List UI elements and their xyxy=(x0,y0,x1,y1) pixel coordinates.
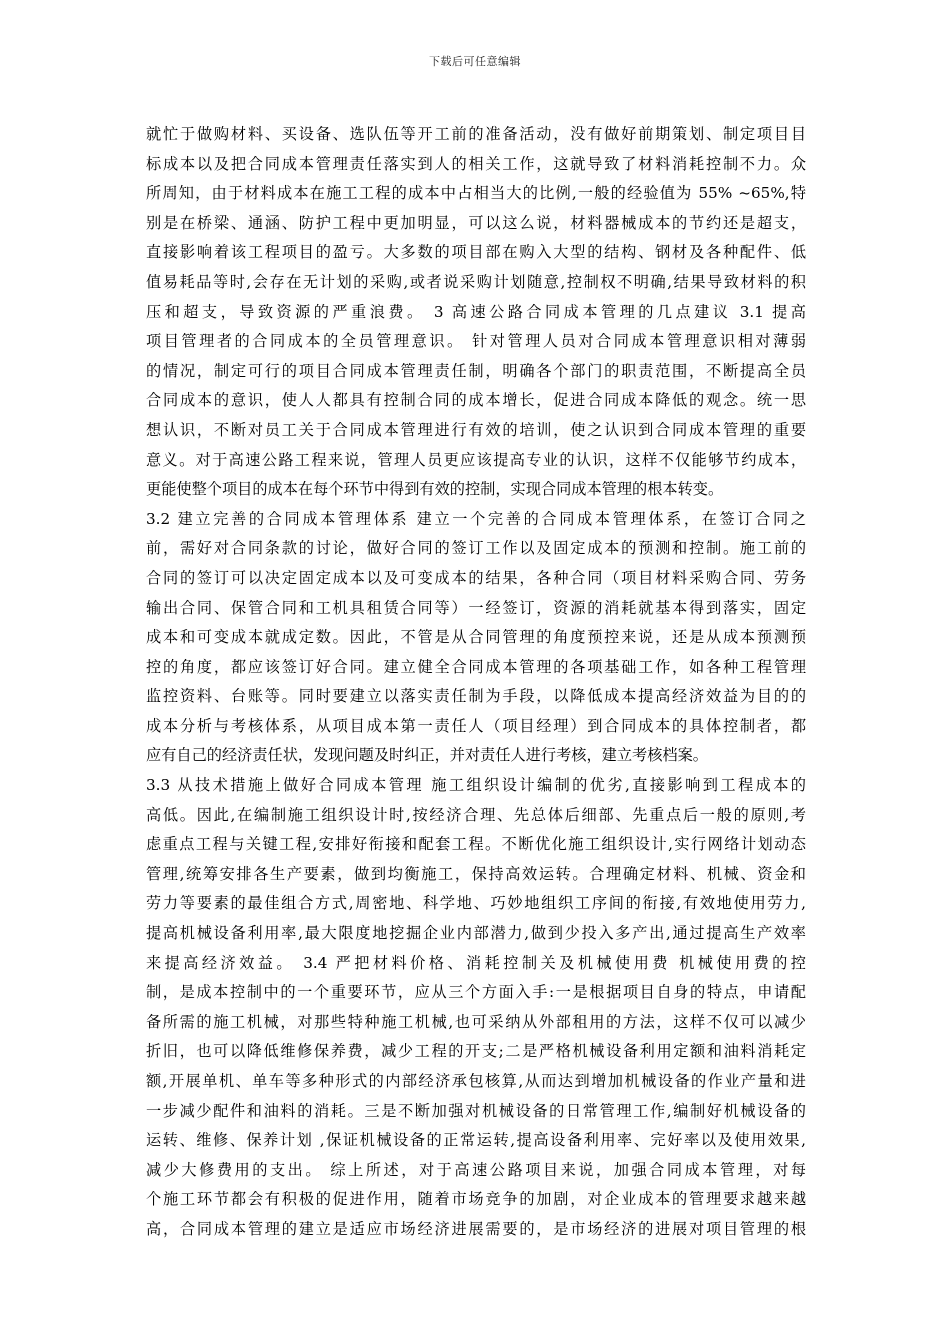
body-line: 成本和可变成本就成定数。因此，不管是从合同管理的角度预控来说，还是从成本预测预 xyxy=(146,628,806,647)
body-line: 更能使整个项目的成本在每个环节中得到有效的控制，实现合同成本管理的根本转变。 xyxy=(146,480,724,499)
body-line: 前，需好对合同条款的讨论，做好合同的签订工作以及固定成本的预测和控制。施工前的 xyxy=(146,539,806,558)
body-line: 额,开展单机、单车等多种形式的内部经济承包核算,从而达到增加机械设备的作业产量和进 xyxy=(146,1072,806,1090)
body-line: 成本分析与考核体系，从项目成本第一责任人（项目经理）到合同成本的具体控制者，都 xyxy=(146,716,806,735)
body-line: 备所需的施工机械，对那些特种施工机械,也可采纳从外部租用的方法，这样不仅可以减少 xyxy=(146,1012,806,1031)
body-line: 所周知，由于材料成本在施工工程的成本中占相当大的比例,一般的经验值为 55% ~65%,特 xyxy=(146,184,806,203)
body-line: 劳力等要素的最佳组合方式,周密地、科学地、巧妙地组织工序间的衔接,有效地使用劳力, xyxy=(146,894,806,913)
body-line: 直接影响着该工程项目的盈亏。大多数的项目部在购入大型的结构、钢材及各种配件、低 xyxy=(146,243,806,262)
body-line: 管理,统筹安排各生产要素，做到均衡施工，保持高效运转。合理确定材料、机械、资金和 xyxy=(146,864,806,883)
body-line: 一步减少配件和油料的消耗。三是不断加强对机械设备的日常管理工作,编制好机械设备的 xyxy=(146,1101,806,1120)
body-line: 合同的签订可以决定固定成本以及可变成本的结果，各种合同（项目材料采购合同、劳务 xyxy=(146,568,806,587)
body-line: 别是在桥梁、通涵、防护工程中更加明显，可以这么说，材料器械成本的节约还是超支， xyxy=(146,213,806,232)
body-line: 制，是成本控制中的一个重要环节，应从三个方面入手:一是根据项目自身的特点，申请配 xyxy=(146,983,806,1002)
body-line: 意义。对于高速公路工程来说，管理人员更应该提高专业的认识，这样不仅能够节约成本， xyxy=(146,450,806,469)
page-header-note: 下载后可任意编辑 xyxy=(429,55,521,68)
body-line: 3.2 建立完善的合同成本管理体系 建立一个完善的合同成本管理体系，在签订合同之 xyxy=(146,509,806,528)
body-line: 个施工环节都会有积极的促进作用，随着市场竞争的加剧，对企业成本的管理要求越来越 xyxy=(146,1190,806,1209)
body-line: 高低。因此,在编制施工组织设计时,按经济合理、先总体后细部、先重点后一般的原则,考 xyxy=(146,805,806,824)
body-line: 输出合同、保管合同和工机具租赁合同等）一经签订，资源的消耗就基本得到落实，固定 xyxy=(146,598,806,617)
body-line: 合同成本的意识，使人人都具有控制合同的成本增长，促进合同成本降低的观念。统一思 xyxy=(146,391,806,410)
body-line: 压和超支，导致资源的严重浪费。 3 高速公路合同成本管理的几点建议 3.1 提高 xyxy=(146,302,806,321)
body-line: 虑重点工程与关键工程,安排好衔接和配套工程。不断优化施工组织设计,实行网络计划动态 xyxy=(146,835,806,854)
body-line: 提高机械设备利用率,最大限度地挖掘企业内部潜力,做到少投入多产出,通过提高生产效率 xyxy=(146,924,806,943)
body-line: 减少大修费用的支出。 综上所述，对于高速公路项目来说，加强合同成本管理，对每 xyxy=(146,1160,806,1179)
body-line: 就忙于做购材料、买设备、选队伍等开工前的准备活动，没有做好前期策划、制定项目目 xyxy=(146,125,806,143)
body-line: 标成本以及把合同成本管理责任落实到人的相关工作，这就导致了材料消耗控制不力。众 xyxy=(146,154,806,173)
body-line: 监控资料、台账等。同时要建立以落实责任制为手段，以降低成本提高经济效益为目的的 xyxy=(146,687,806,706)
body-line: 来提高经济效益。 3.4 严把材料价格、消耗控制关及机械使用费 机械使用费的控 xyxy=(146,953,806,972)
body-line: 3.3 从技术措施上做好合同成本管理 施工组织设计编制的优劣,直接影响到工程成本的 xyxy=(146,776,806,795)
body-line: 的情况，制定可行的项目合同成本管理责任制，明确各个部门的职责范围，不断提高全员 xyxy=(146,361,806,380)
body-line: 应有自己的经济责任状，发现问题及时纠正，并对责任人进行考核，建立考核档案。 xyxy=(146,746,708,765)
body-line: 想认识，不断对员工关于合同成本管理进行有效的培训，使之认识到合同成本管理的重要 xyxy=(146,420,806,439)
body-line: 项目管理者的合同成本的全员管理意识。 针对管理人员对合同成本管理意识相对薄弱 xyxy=(146,332,806,351)
body-line: 控的角度，都应该签订好合同。建立健全合同成本管理的各项基础工作，如各种工程管理 xyxy=(146,657,806,676)
body-line: 高，合同成本管理的建立是适应市场经济进展需要的，是市场经济的进展对项目管理的根 xyxy=(146,1219,806,1238)
body-line: 值易耗品等时,会存在无计划的采购,或者说采购计划随意,控制权不明确,结果导致材料的积 xyxy=(146,272,806,291)
body-line: 运转、维修、保养计划 ,保证机械设备的正常运转,提高设备利用率、完好率以及使用效果, xyxy=(146,1131,806,1150)
body-line: 折旧，也可以降低维修保养费，减少工程的开支;二是严格机械设备利用定额和油料消耗定 xyxy=(146,1042,806,1061)
body-text xyxy=(146,120,806,1245)
